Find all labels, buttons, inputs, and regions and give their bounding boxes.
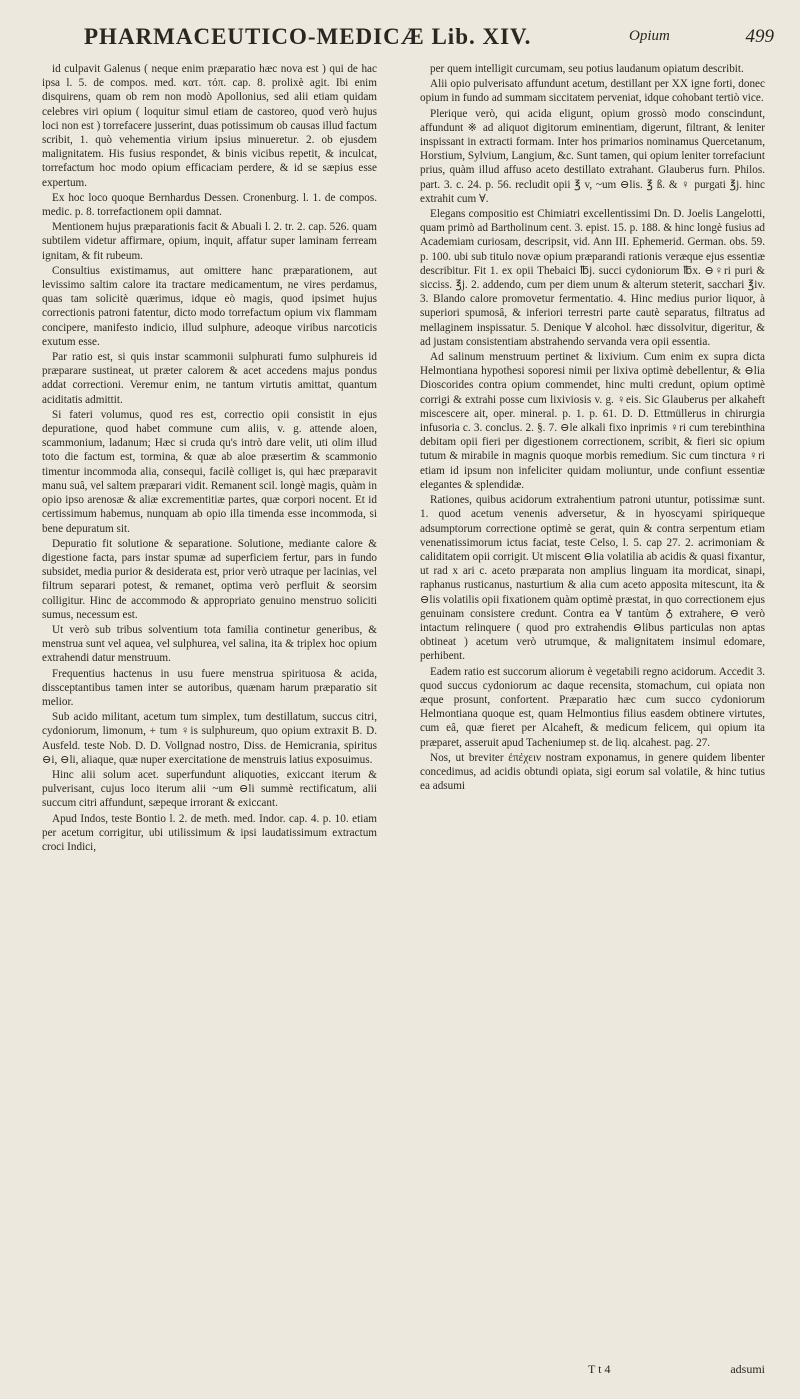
paragraph: Ad salinum menstruum pertinet & lixivium. Cum enim ex supra dicta Helmontiana hypothesi soporesi nimii per lixiva optimè debellentur, & ⊖lia Dioscorides contra opium commendet, hinc multi credunt, opium optimè corrigi & extrahi posse cum lixiviosis v. g. ♀eis. Sic Glauberus per alkaheft miscescere ait, oper. mineral. p. 1. p. 61. D. D. Ettmüllerus in chirurgia infusoria c. 3. conclus. 2. §. 7. ⊖le alkali fixo inprimis ♀ri cum terebinthina debitam opii fieri per digestionem correctionem, scribit, & fieri sic opium tutum & mirabile in magnis quoque morbis remedium. Sic cum tinctura ♀ri etiam id ipsum non infeliciter quidam moliuntur, unde confiunt essentiæ elegantes & splendidæ. <box>420 351 765 491</box>
paragraph: Nos, ut breviter ἐπέχειν nostram exponamus, in genere quidem libenter concedimus, ad acidis obtundi opiata, sigi eorum sal volatile, & hinc tutius ea adsumi <box>420 751 765 793</box>
paragraph: Elegans compositio est Chimiatri excellentissimi Dn. D. Joelis Langelotti, quam primò ad Bartholinum cent. 3. epist. 15. p. 188. & hinc longè fusius ad Academiam curiosam, descripsit, vid. Ann III. Ephemerid. German. obs. 59. p. 100. ubi sub titulo novæ opium præparandi rationis veræque ejus essentiæ describitur. Fit 1. ex opii Thebaici ℔j. succi cydoniorum ℔x. ⊖♀ri puri & sicciss. ℥j. 2. addendo, cum per diem unum & alterum steterit, sacchari ℥iv. 3. Blando calore promovetur fermentatio. 4. Hinc medius purior liquor, à superiori spumosâ, & inferiori terrestri parte cautè separatus, filtratus ad mellaginem inspissatur. 5. Denique ∀ alcohol. hæc dissolvitur, digeritur, & ad justam consistentiam abstrahendo servanda vera opii essentia. <box>420 208 765 348</box>
paragraph: Sub acido militant, acetum tum simplex, tum destillatum, succus citri, cydoniorum, limonum, + tum ♀is sulphureum, quo opium extraxit B. D. Ausfeld. teste Nob. D. D. Vollgnad nostro, Diss. de Hemicrania, spiritus ⊖i, ⊖li, aliaque, quæ nuper exercitatione de menstruis latius exposuimus. <box>42 711 377 766</box>
catchword: adsumi <box>730 1362 765 1376</box>
paragraph: Depuratio fit solutione & separatione. Solutione, mediante calore & digestione facta, pars instar spumæ ad superficiem fertur, pars in fundo subsidet, media purior & desiderata est, prior verò utraque per lacinias, vel filtrum separari potest, & remanet, optima verò perfluit & seorsim colligitur. Hinc de accommodo & appropriato genuino menstruo soliciti sumus, necessum est. <box>42 537 377 621</box>
paragraph: per quem intelligit curcumam, seu potius laudanum opiatum describit. <box>430 63 744 75</box>
paragraph: Consultius existimamus, aut omittere hanc præparationem, aut levissimo saltim calore ita tractare medicamentum, ne vires perdamus, quas tam solicitè quærimus, idque eò magis, quod ipsimet hujus correctionis patroni fatentur, dicto modo torrefactum opium vix flammam concipere, manifesto indicio, illud sulphure, adeoque viribus narcoticis exutum esse. <box>42 264 377 348</box>
paragraph: Eadem ratio est succorum aliorum è vegetabili regno acidorum. Accedit 3. quod succus cydoniorum ac daque recensita, stomachum, cui opiata non æque prosunt, confortent. Præparatio hæc cum succo cydoniorum Helmontiana quoque est, quam Helmontius filius easdem obtinere virtutes, cum eâ, quæ fieret per Alcaheft, & medicum felicem, qui opium ita præparet, asseruit apud Tacheniumep st. de liq. alcahest. pag. 27. <box>420 665 765 749</box>
page-footer <box>420 1362 765 1378</box>
paragraph: Alii opio pulverisato affundunt acetum, destillant per XX igne forti, donec opium in fundo ad summam siccitatem perveniat, idque cohobant tertiò vice. <box>420 78 765 105</box>
left-column <box>42 62 377 1372</box>
paragraph: Par ratio est, si quis instar scammonii sulphurati fumo sulphureis id præparare sustineat, ut præter calorem & acet accedens majus pondus addat correctioni. Veremur enim, ne tantum virtutis amittat, quantum aciditatis admittit. <box>42 351 377 406</box>
paragraph: Ut verò sub tribus solventium tota familia continetur generibus, & menstrua sunt vel aquea, vel sulphurea, vel salina, ita & triplex hoc opium extrahendi datur menstruum. <box>42 623 377 665</box>
paragraph: Apud Indos, teste Bontio l. 2. de meth. med. Indor. cap. 4. p. 10. etiam per acetum corrigitur, ubi utilissimum & ipsi laudatissimum extractum croci Indici, <box>42 812 377 853</box>
running-title: PHARMACEUTICO-MEDICÆ Lib. XIV. <box>84 24 532 49</box>
right-column <box>420 62 765 1372</box>
running-header <box>84 20 774 54</box>
paragraph: Mentionem hujus præparationis facit & Abuali l. 2. tr. 2. cap. 526. quam subtilem videtur affirmare, opium, inquit, affatur super laminam ferream ignitam, & fit rubeum. <box>42 221 377 262</box>
paragraph: Hinc alii solum acet. superfundunt aliquoties, exiccant iterum & pulverisant, cujus loco iterum alii ~um ⊖li summè rectificatum, alii succum citri affundunt, sæpeque irrorant & exiccant. <box>42 768 377 810</box>
paragraph: Ex hoc loco quoque Bernhardus Dessen. Cronenburg. l. 1. de compos. medic. p. 8. torrefactionem opii damnat. <box>42 191 377 219</box>
paragraph: Plerique verò, qui acida eligunt, opium grossò modo conscindunt, affundunt ※ ad aliquot digitorum eminentiam, digerunt, filtrant, & leniter inspissant in extracti formam. Inter hos primarios nominamus Quercetanum, Horstium, Sylvium, Langium, &c. Sunt tamen, qui opium leniter torrefaciunt prius, quàm illud affuso aceto destillato extrahant. Glauberus furn. Philos. part. 3. c. 24. p. 56. recludit opii ℥ v, ~um ⊖lis. ℥ ß. & ♀ purgati ℥j. hinc extrahit cum ∀. <box>420 107 765 205</box>
paragraph: id culpavit Galenus ( neque enim præparatio hæc nova est ) qui de hac ipsa l. 5. de compos. med. κατ. τόπ. cap. 8. prolixè agit. Ibi enim disquirens, quam ob rem non modò Apollonius, sed alii etiam quidam celebres viri opium ( loquitur simul etiam de castoreo, quod verò hujus loci non est ) torrefacere jusserint, duas potissimum ob causas illud factum scribit, 1. quò vehementia virium ipsius minueretur. 2. ob ejusdem malignitatem. His fusius respondet, & binis vicibus repetit, & inculcat, torrefactum hoc modo opium efficaciam perdere, & id se sæpius esse expertum. <box>42 63 377 189</box>
page-number: 499 <box>745 26 774 47</box>
paragraph: Rationes, quibus acidorum extrahentium patroni utuntur, potissimæ sunt. 1. quod acetum venenis adversetur, & in hyoscyami spiriqueque adsumptorum correctione optimè se gerat, quin & contra serpentum etiam venenatissimorum ictus faciat, teste Celso, l. 5. cap 27. 2. acrimoniam & caliditatem opii corrigit. Ut miscent ⊖lia volatilia ab acidis & quasi fixantur, ut rad x ari c. aceto præparata non amplius linguam ita mordicat, sinapi, raphanus rusticanus, nasturtium & alia cum aceto apposita mitescunt, ita & ⊖lis volatilis opii fixationem quàm optimè præstat, in quo correctionem ejus genuinam consistere credunt. Contra ea ∀ tantùm ♁ extrahere, ⊖ verò intactum relinquere ( quod pro extrahendis ⊖libus particulas non aptas obtineat ) acetum verò utrumque, & malignitatem insimul edomare, perhibent. <box>420 494 765 663</box>
signature-mark: T t 4 <box>588 1362 611 1376</box>
section-title: Opium <box>629 28 670 44</box>
paragraph: Si fateri volumus, quod res est, correctio opii consistit in ejus depuratione, quod habet commune cum aliis, v. g. attende aloen, scammonium, ladanum; Hæc si cruda qu's intrò dare velit, uti olim illud toto die factum est, tormina, & quæ ab aloe præsertim & scammonio timentur incommoda alia, consequi, facilè colliget is, qui hæc præparavit manu suâ, vel saltem præparari vidit. Remanent scil. longè magis, quàm in opio ipso arenosæ & aliæ excrementitiæ partes, quæ corpori nocent. Et id certissimum habemus, nunquam ab opio illa timenda esse incommoda, si bene depuratum sit. <box>42 408 377 535</box>
paragraph: Frequentius hactenus in usu fuere menstrua spirituosa & acida, dissceptantibus tamen inter se autoribus, quænam harum præparatio sit melior. <box>42 667 377 708</box>
